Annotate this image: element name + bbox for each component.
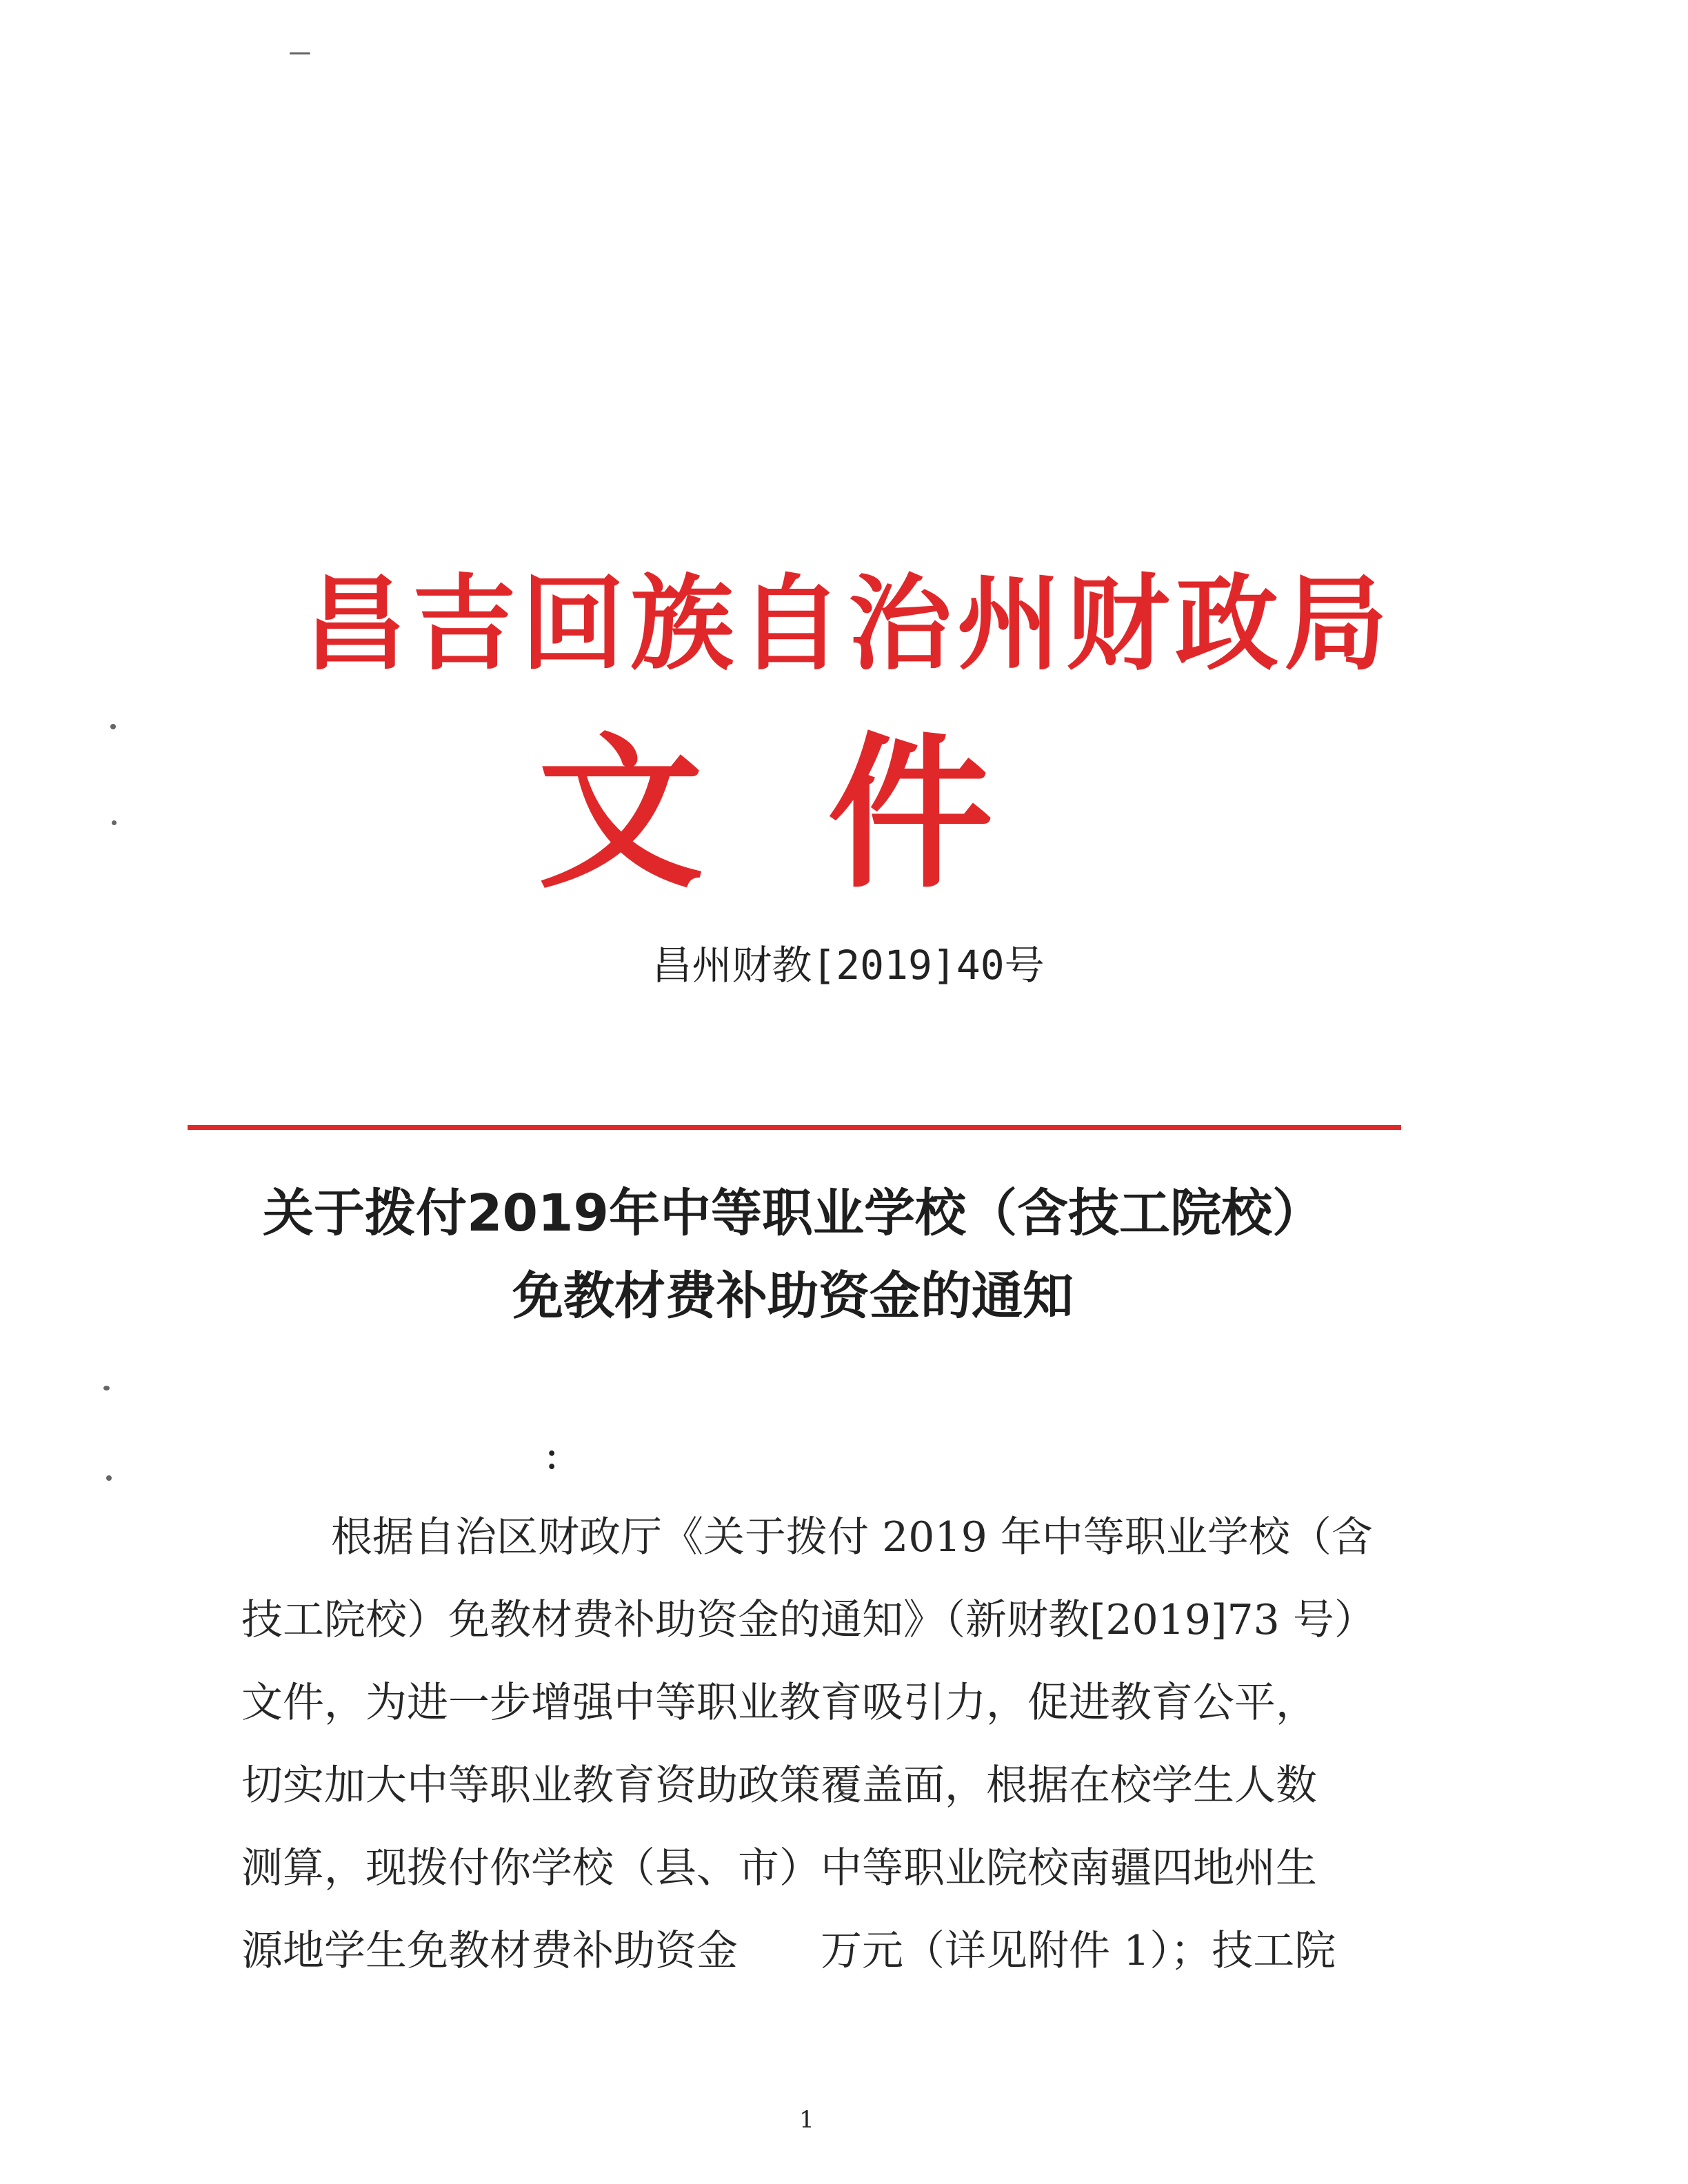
document-type-heading: 文件 (538, 716, 1117, 911)
body-line: 源地学生免教材费补助资金 万元（详见附件 1）；技工院 (241, 1927, 1336, 1975)
notice-title-line-1: 关于拨付2019年中等职业学校（含技工院校） (263, 1184, 1323, 1243)
addressee-colon: : (545, 1430, 559, 1479)
document-number: 昌州财教[2019]40号 (652, 942, 1045, 989)
issuer-name: 昌吉回族自治州财政局 (303, 563, 1394, 685)
red-separator-rule (188, 1125, 1401, 1130)
body-line: 文件，为进一步增强中等职业教育吸引力，促进教育公平， (241, 1679, 1317, 1727)
page-number: 1 (799, 2106, 814, 2134)
body-paragraph (241, 1496, 1386, 1992)
notice-title-line-2: 免教材费补助资金的通知 (512, 1266, 1074, 1326)
scan-speck (112, 820, 117, 825)
body-line: 测算，现拨付你学校（县、市）中等职业院校南疆四地州生 (241, 1844, 1317, 1892)
body-line: 根据自治区财政厅《关于拨付 2019 年中等职业学校（含 (331, 1513, 1373, 1561)
notice-title (207, 1172, 1379, 1337)
scan-speck (106, 1475, 112, 1481)
body-line: 技工院校）免教材费补助资金的通知》（新财教[2019]73 号） (241, 1596, 1376, 1644)
scan-speck (290, 52, 310, 54)
body-line: 切实加大中等职业教育资助政策覆盖面，根据在校学生人数 (241, 1761, 1317, 1810)
scan-speck (103, 1386, 110, 1391)
scan-speck (110, 724, 116, 729)
